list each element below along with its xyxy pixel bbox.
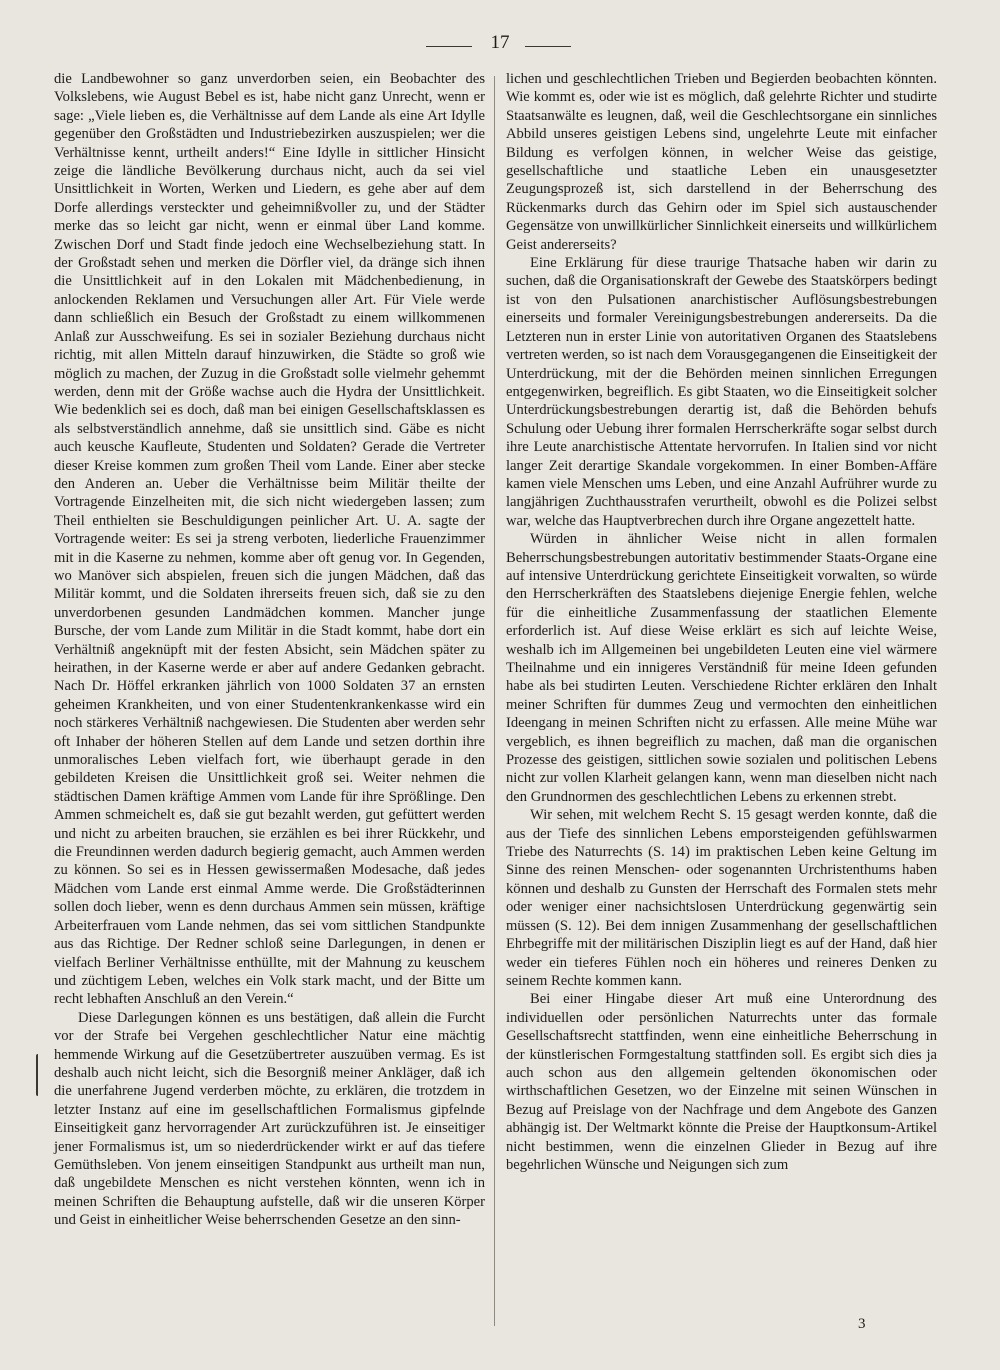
right-column	[506, 70, 937, 1174]
right-paragraph-3: Würden in ähnlicher Weise nicht in allen formalen Beherrschungsbestrebungen autoritativ bestimmender Staats-Organe eine auf intensive Unterdrückung gerichtete Einseitigkeit vorwalten, so würde den Herrscherkräften des Staatslebens diejenige Energie fehlen, welche für die einheitliche Zusammenfassung der staatlichen Elemente erforderlich ist. Auf diese Weise erklärt es sich auf leichte Weise, weshalb ich im Allgemeinen bei ungebildeten Leuten eine viel wärmere Theilnahme und ein innigeres Verständniß für meine Ideen gefunden habe als bei studirten Leuten. Verschiedene Richter erklären den Inhalt meiner Schriften für dummes Zeug und vermochten den einheitlichen Ideengang in meinen Schriften nicht zu erfassen. Alle meine Mühe war vergeblich, es ihnen begreiflich zu machen, daß man die organischen Prozesse des geistigen, sittlichen sowie sozialen und politischen Lebens nicht zur vollen Klarheit gelangen kann, wenn man dieselben nicht nach den Grundnormen des geschlechtlichen Lebens zu erkennen strebt.	[506, 531, 937, 805]
header-rule-right	[525, 46, 571, 47]
right-paragraph-1: lichen und geschlechtlichen Trieben und Begierden beobachten könnten. Wie kommt es, oder wie ist es möglich, daß gelehrte Richter und studirte Staatsanwälte es leugnen, daß, weil die Geschlechtsorgane ein sinnliches Abbild unseres geistigen Lebens sind, ungelehrte Leute mit einfacher Bildung es verfolgen können, in welcher Weise das geistige, gesellschaftliche und staatliche Leben ein unausgesetzter Zeugungsprozeß ist, sich darstellend in der Beherrschung des Rückenmarks durch das Gehirn oder im Spiel sich austauschender Gegensätze von unwillkürlicher Sinnlichkeit einerseits und willkürlichem Geist andererseits?	[506, 71, 937, 253]
right-paragraph-2: Eine Erklärung für diese traurige Thatsache haben wir darin zu suchen, daß die Organisationskraft der Gewebe des Staatskörpers bedingt ist von den Pulsationen anarchistischer Auflösungsbestrebungen einerseits und formaler Vereinigungsbestrebungen andererseits. Da die Letzteren nun in erster Linie von autoritativen Organen des Staatslebens vertreten werden, so ist nach dem Vorausgegangenen die Einseitigkeit der Unterdrückung, mit der die Behörden meinen sinnlichen Erregungen entgegenwirken, begreiflich. Es gibt Staaten, wo die Einseitigkeit solcher Unterdrückungsbestrebungen derartig ist, daß die Behörden behufs Schulung oder Uebung ihrer formalen Herrscherkräfte sogar selbst durch ihre Leute anarchistische Attentate hervorrufen. In Italien sind vor nicht langer Zeit derartige Skandale vorgekommen. In einer Bomben-Affäre kamen viele Menschen ums Leben, und eine Anzahl Aufrührer wurde zu langjährigen Zuchthausstrafen verurtheilt, obwohl es die Polizei selbst war, welche das Hauptverbrechen durch ihre Organe angezettelt hatte.	[506, 255, 937, 529]
left-column	[54, 70, 485, 1230]
margin-mark	[36, 1054, 41, 1096]
right-paragraph-4: Wir sehen, mit welchem Recht S. 15 gesagt werden konnte, daß die aus der Tiefe des sinnlichen Lebens emporsteigenden gefühlswarmen Triebe des Naturrechts (S. 14) im praktischen Leben keine Geltung im Sinne des reinen Menschen- oder sogenannten Urchristenthums haben können und deshalb zu Gunsten der Herrschaft des Formalen stets mehr oder weniger einer nachsichtslosen Unterdrückung gegenwärtig sein müssen (S. 12). Bei dem innigen Zusammenhang der gesellschaftlichen Ehrbegriffe mit der militärischen Disziplin liegt es auf der Hand, daß hier weder ein tieferes Fühlen noch ein höheres und reineres Denken zu seinem Rechte kommen kann.	[506, 807, 937, 989]
right-paragraph-5: Bei einer Hingabe dieser Art muß eine Unterordnung des individuellen oder persönlichen Naturrechts unter das formale Gesellschaftsrecht stattfinden, wenn eine einheitliche Beherrschung in der künstlerischen Formgestaltung stattfinden soll. Es ergibt sich dies ja auch schon aus den allgemein geltenden ökonomischen oder wirthschaftlichen Gesetzen, wo der Einzelne mit seinen Wünschen in Bezug auf Preislage von der Nachfrage und dem Angebote des Ganzen abhängig ist. Der Weltmarkt könnte die Preise der Hauptkonsum-Artikel nicht bestimmen, wenn die einzelnen Glieder in Bezug auf ihre begehrlichen Wünsche und Neigungen sich zum	[506, 991, 937, 1173]
header-rule-left	[426, 46, 472, 47]
page-number: 17	[490, 32, 510, 53]
page-header	[0, 32, 1000, 58]
column-divider	[494, 76, 495, 1326]
left-paragraph-2: Diese Darlegungen können es uns bestätigen, daß allein die Furcht vor der Strafe bei Vergehen geschlechtlicher Natur eine mächtig hemmende Wirkung auf die Gesetzübertreter auszuüben vermag. Es ist deshalb auch nicht leicht, sich die Besorgniß meiner Ankläger, daß ich die unerfahrene Jugend verderben möchte, zu erklären, die trotzdem in letzter Instanz auf eine im gesellschaftlichen Formalismus gipfelnde Einseitigkeit ganz hervorragender Art zurückzuführen ist. Je einseitiger jener Formalismus ist, um so niederdrückender wirkt er auf das tiefere Gemüthsleben. Von jenem einseitigen Standpunkt aus urtheilt man nun, daß ungebildete Menschen es nicht verstehen könnten, wenn ich in meinen Schriften die Behauptung aufstelle, daß wir die unseren Körper und Geist in einheitlicher Weise beherrschenden Gesetze an den sinn-	[54, 1009, 485, 1229]
left-paragraph-1: die Landbewohner so ganz unverdorben seien, ein Beobachter des Volkslebens, wie August Bebel es ist, habe nicht ganz Unrecht, wenn er sage: „Viele lieben es, die Verhältnisse auf dem Lande als eine Art Idylle gegenüber den Großstädten und Industriebezirken auszuspielen; wer die Verhältnisse kennt, urtheilt anders!“ Eine Idylle in sittlicher Hinsicht zeige die ländliche Bevölkerung durchaus nicht, auch da sei viel Unsittlichkeit in Worten, Werken und Liedern, es gehe aber auf dem Dorfe allerdings versteckter und geheimnißvoller zu, und der Städter merke das so leicht gar nicht, wenn er einmal über Land komme. Zwischen Dorf und Stadt finde jedoch eine Wechselbeziehung statt. In der Großstadt sehen und merken die Dörfler viel, da dränge sich ihnen die Unsittlichkeit auf in den Lokalen mit Mädchenbedienung, in anlockenden Reklamen und Versuchungen aller Art. Für Viele werde dann schließlich ein Besuch der Großstadt zu einem willkommenen Anlaß zur Ausschweifung. Es sei in sozialer Beziehung durchaus nicht richtig, mit allen Mitteln darauf hinzuwirken, die Städte so groß wie möglich zu machen, der Zuzug in die Großstadt solle vielmehr gehemmt werden, denn mit der Größe wachse auch die Hydra der Unsittlichkeit. Wie bedenklich sei es doch, daß man bei einigen Gesellschaftsklassen es als selbstverständlich annehme, daß sie unsittlich sind. Gäbe es nicht auch keusche Kaufleute, Studenten und Soldaten? Gerade die Vertreter dieser Kreise kommen zum großen Theil vom Lande. Einer aber stecke den Anderen an. Ueber die Verhältnisse beim Militär theilte der Vortragende Einzelheiten mit, die sich nicht wiedergeben lassen; zum Theil enthielten sie Beschuldigungen peinlicher Art. U. A. sagte der Vortragende weiter: Es sei ja streng verboten, liederliche Frauenzimmer mit in die Kaserne zu nehmen, komme aber oft genug vor. In Gegenden, wo Manöver sich abspielen, freuen sich die jungen Mädchen, daß das Militär kommt, und die Soldaten ihrerseits freuen sich, daß sie zu den unverdorbenen gesunden Landmädchen kommen. Mancher junge Bursche, der vom Lande zum Militär in die Stadt kommt, habe dort ein Verhältniß angeknüpft mit der festen Absicht, sein Mädchen später zu heirathen, in der Kaserne werde er aber auf andere Gedanken gebracht. Nach Dr. Höffel erkranken jährlich von 1000 Soldaten 37 an ernsten geheimen Krankheiten, und von einer Studentenkrankenkasse wird ein noch stärkeres Verhältniß nachgewiesen. Die Studenten aber werden sehr oft Inhaber der höheren Stellen auf dem Lande und setzen dorthin ihre unmoralisches Leben vielfach fort, wie überhaupt gerade in den gebildeten Kreisen die Unsittlichkeit groß sei. Weiter nehmen die städtischen Damen kräftige Ammen vom Lande für ihre Sprößlinge. Den Ammen schmeichelt es, daß sie gut bezahlt werden, gut gefüttert werden und nicht zu arbeiten brauchen, sie erzählen es bei ihrer Rückkehr, und die Freundinnen werden dadurch begierig gemacht, auch Ammen werden zu können. So sei es in Hessen gewissermaßen Modesache, daß jedes Mädchen vom Lande erst einmal Amme werde. Die Großstädterinnen sollen doch lieber, wenn es denn durchaus Ammen sein müssen, kräftige Arbeiterfrauen vom Lande nehmen, das sei vom sittlichen Standpunkte aus das Richtige. Der Redner schloß seine Darlegungen, in denen er vielfach Berliner Verhältnisse enthüllte, mit der Mahnung zu keuschem und züchtigem Leben, welches ein Volk stark macht, und der Bitte um recht lebhaften Anschluß an den Verein.“	[54, 71, 485, 1008]
signature-mark: 3	[858, 1316, 866, 1332]
